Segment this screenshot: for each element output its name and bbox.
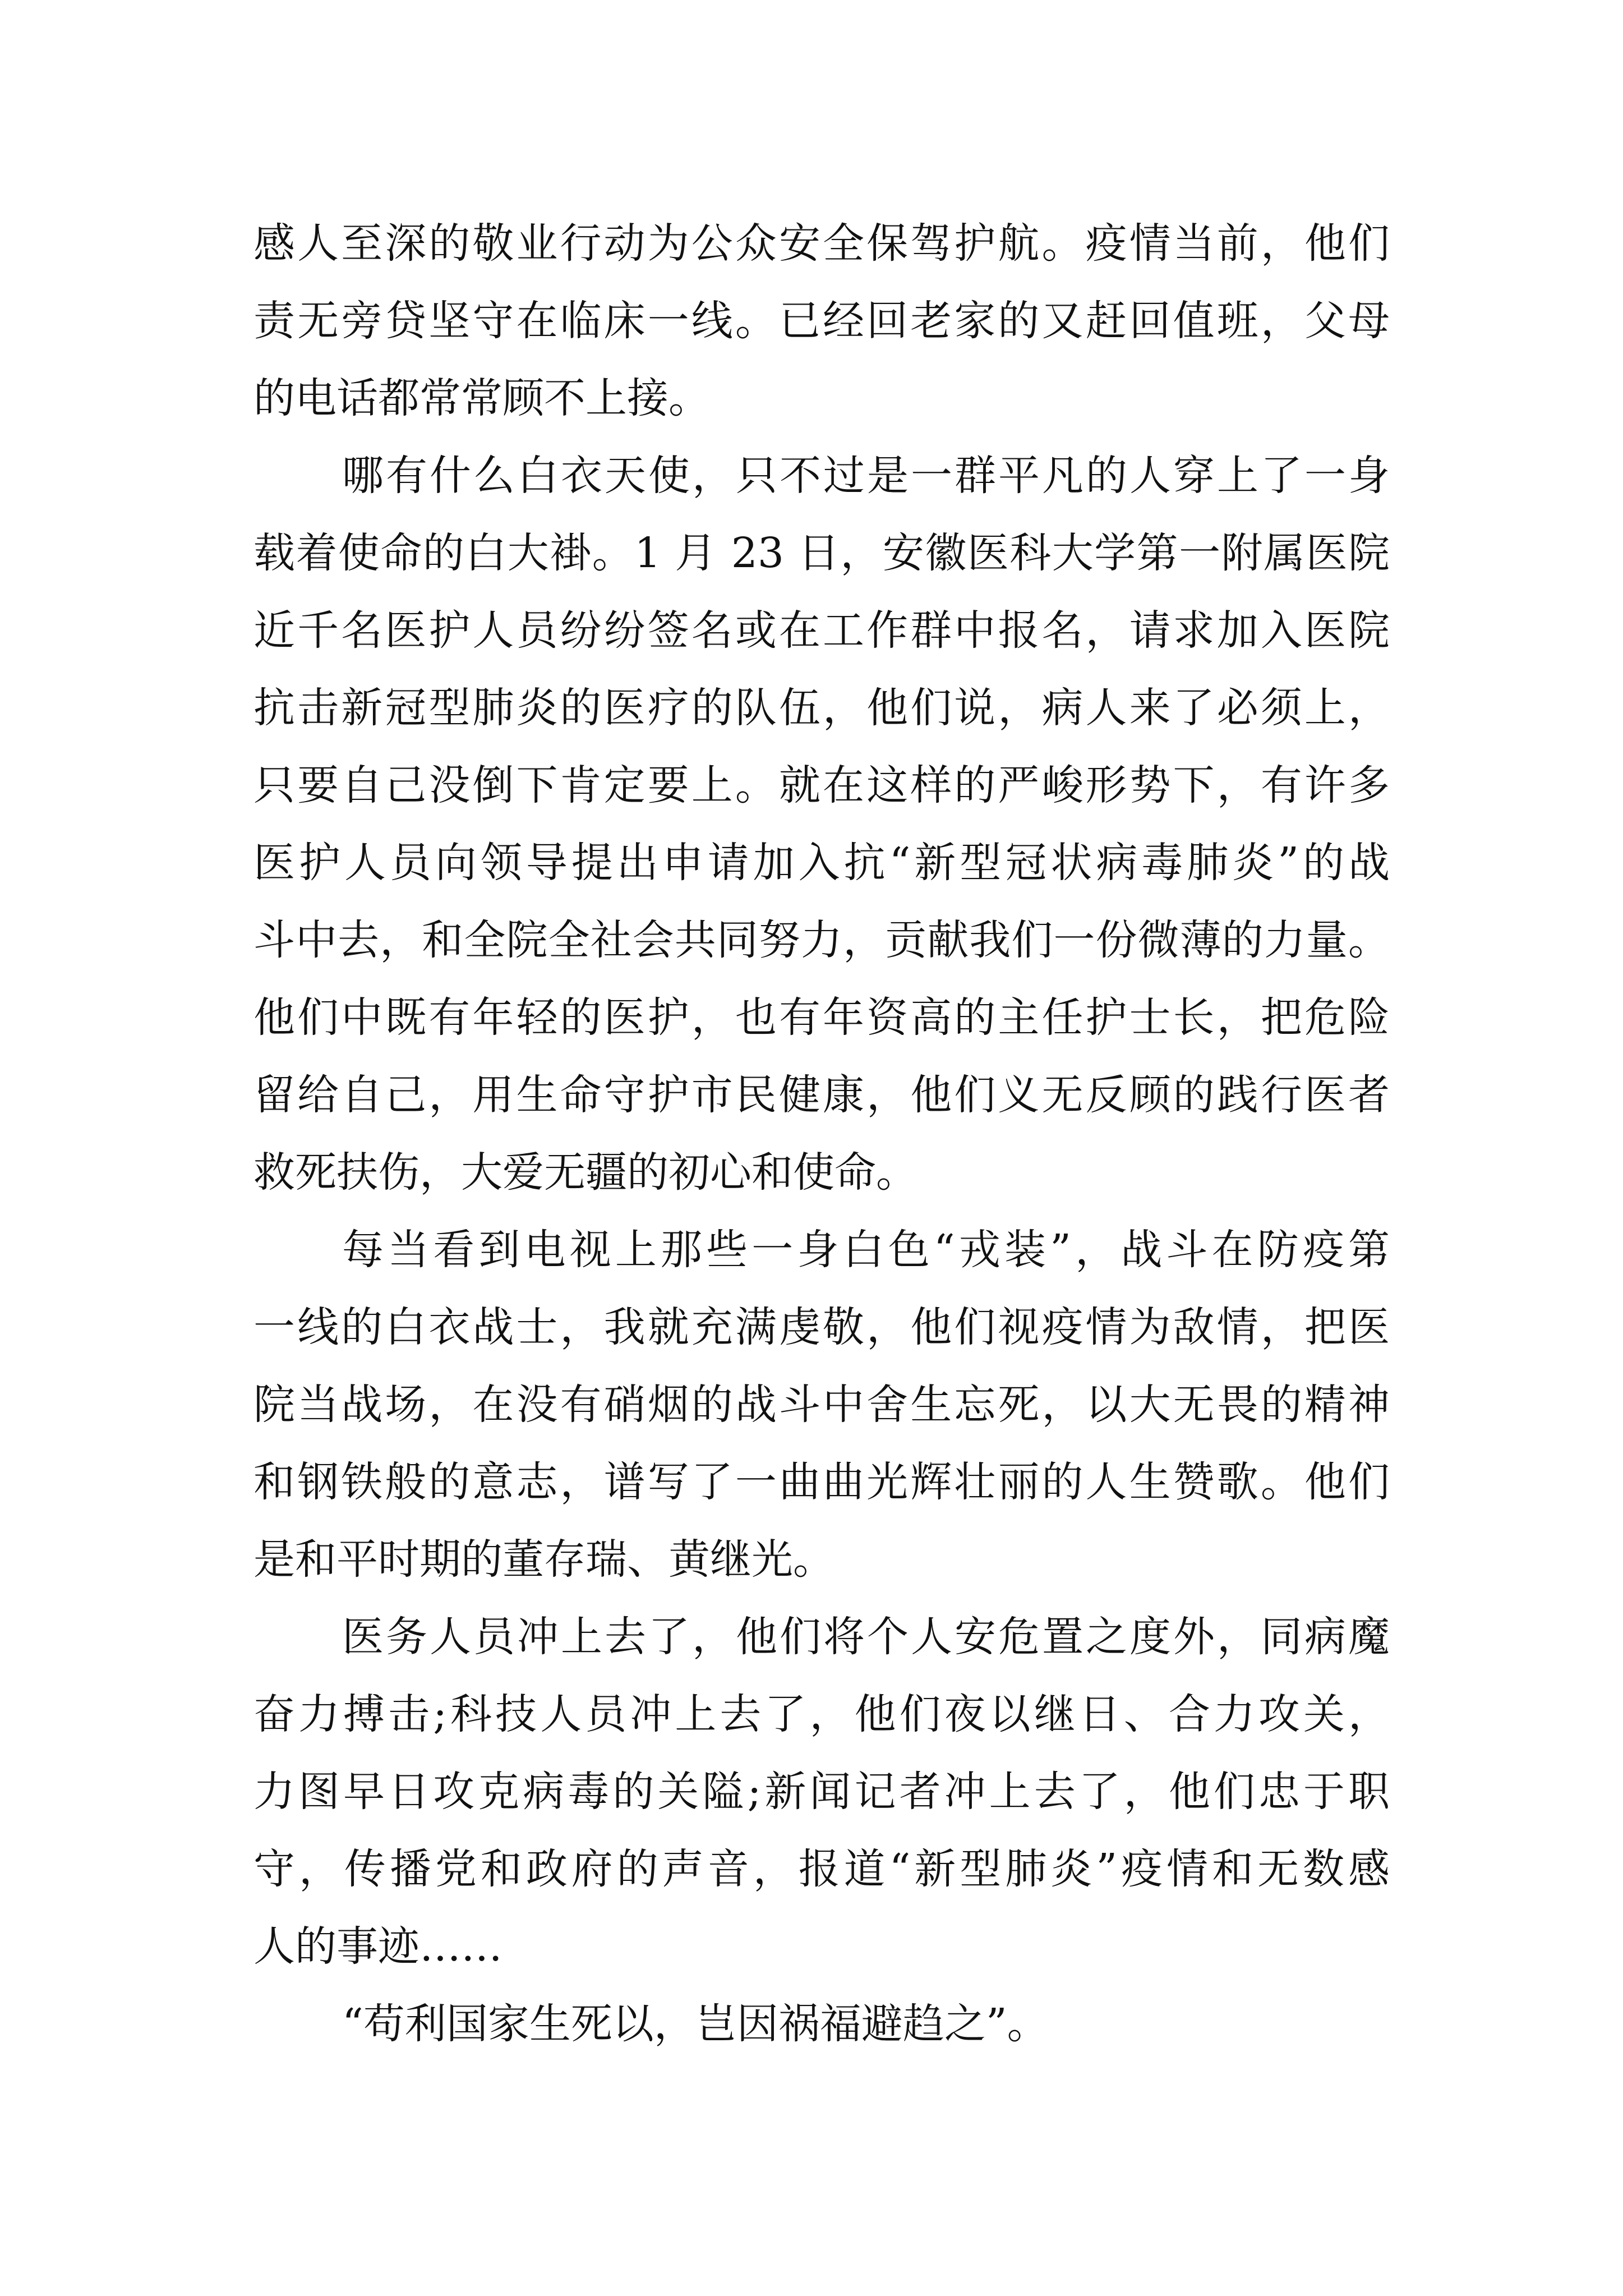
text-line: 责无旁贷坚守在临床一线。已经回老家的又赶回值班，父母 [253, 297, 1390, 345]
paragraph-2 [253, 437, 1390, 1211]
text-line: 载着使命的白大褂。1 月 23 日，安徽医科大学第一附属医院 [253, 529, 1390, 577]
document-body [253, 205, 1390, 2063]
text-line: 斗中去，和全院全社会共同努力，贡献我们一份微薄的力量。 [253, 916, 1390, 964]
text-line: 医护人员向领导提出申请加入抗“新型冠状病毒肺炎”的战 [253, 839, 1390, 887]
text-line: 只要自己没倒下肯定要上。就在这样的严峻形势下，有许多 [253, 761, 1390, 809]
text-line: 每当看到电视上那些一身白色“戎装”，战斗在防疫第 [342, 1226, 1390, 1274]
text-line: 留给自己，用生命守护市民健康，他们义无反顾的践行医者 [253, 1071, 1390, 1119]
text-line: 近千名医护人员纷纷签名或在工作群中报名，请求加入医院 [253, 606, 1390, 655]
paragraph-4 [253, 1598, 1390, 1985]
text-line: “苟利国家生死以，岂因祸福避趋之”。 [342, 2000, 1049, 2048]
text-line: 和钢铁般的意志，谱写了一曲曲光辉壮丽的人生赞歌。他们 [253, 1458, 1390, 1506]
text-line: 一线的白衣战士，我就充满虔敬，他们视疫情为敌情，把医 [253, 1303, 1390, 1351]
text-line: 抗击新冠型肺炎的医疗的队伍，他们说，病人来了必须上， [253, 684, 1390, 732]
text-line: 是和平时期的董存瑞、黄继光。 [253, 1535, 834, 1584]
text-line: 哪有什么白衣天使，只不过是一群平凡的人穿上了一身 [342, 452, 1390, 500]
text-line: 力图早日攻克病毒的关隘;新闻记者冲上去了，他们忠于职 [253, 1768, 1390, 1816]
paragraph-1 [253, 205, 1390, 437]
text-line: 医务人员冲上去了，他们将个人安危置之度外，同病魔 [342, 1613, 1390, 1661]
text-line: 奋力搏击;科技人员冲上去了，他们夜以继日、合力攻关， [253, 1690, 1390, 1738]
text-line: 院当战场，在没有硝烟的战斗中舍生忘死，以大无畏的精神 [253, 1381, 1390, 1429]
text-line: 他们中既有年轻的医护，也有年资高的主任护士长，把危险 [253, 993, 1390, 1042]
text-line: 守，传播党和政府的声音，报道“新型肺炎”疫情和无数感 [253, 1845, 1390, 1893]
text-line: 人的事迹…… [253, 1922, 502, 1971]
paragraph-3 [253, 1211, 1390, 1598]
text-line: 救死扶伤，大爱无疆的初心和使命。 [253, 1148, 917, 1197]
paragraph-5 [253, 1985, 1390, 2063]
text-line: 感人至深的敬业行动为公众安全保驾护航。疫情当前，他们 [253, 219, 1390, 268]
text-line: 的电话都常常顾不上接。 [253, 374, 710, 422]
